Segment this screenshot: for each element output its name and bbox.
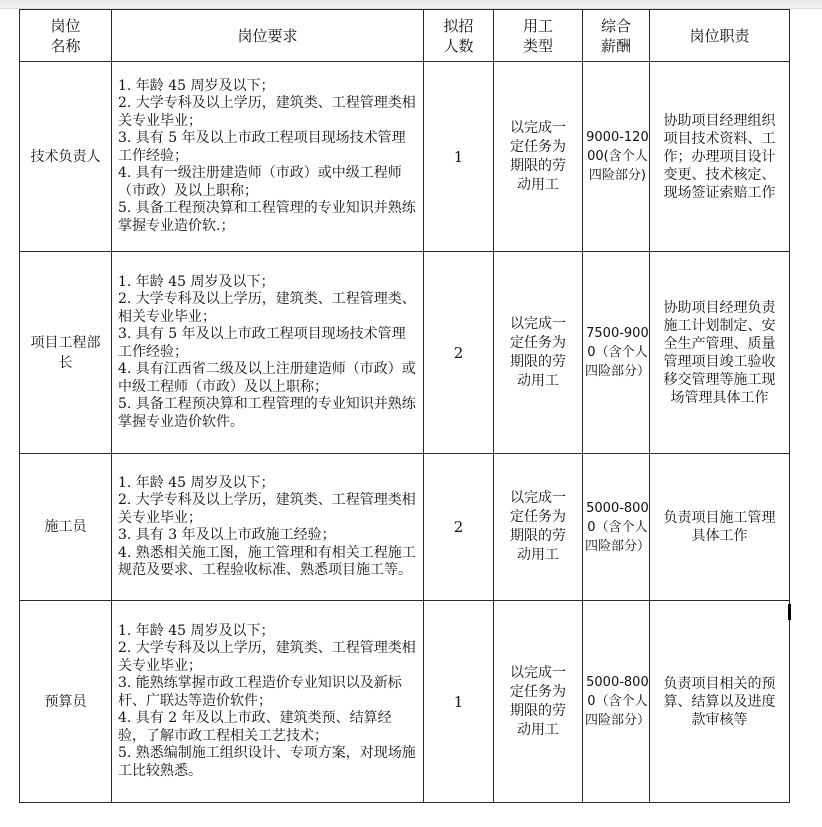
cell-count: 2	[424, 454, 494, 601]
cell-duties: 负责项目相关的预算、结算以及进度款审核等	[650, 601, 790, 803]
header-position: 岗位名称	[20, 10, 112, 62]
requirement-item: 4. 具有一级注册建造师（市政）或中级工程师（市政）及以上职称；	[118, 165, 402, 199]
header-requirements: 岗位要求	[112, 10, 424, 62]
cell-count: 1	[424, 601, 494, 803]
cell-position: 预算员	[20, 601, 112, 803]
cell-requirements	[112, 252, 424, 454]
job-requirements-table	[19, 9, 790, 803]
cell-type: 以完成一定任务为期限的劳动用工	[494, 454, 583, 601]
requirement-item: 1. 年龄 45 周岁及以下；	[118, 474, 275, 491]
cell-position: 项目工程部长	[20, 252, 112, 454]
header-count: 拟招人数	[424, 10, 494, 62]
requirement-item: 2. 大学专科及以上学历，建筑类、工程管理类相关专业毕业；	[118, 492, 416, 526]
cell-salary: 7500-9000（含个人四险部分）	[583, 252, 650, 454]
requirement-item: 1. 年龄 45 周岁及以下；	[118, 273, 275, 290]
requirement-item: 1. 年龄 45 周岁及以下；	[118, 622, 275, 639]
cursor-mark	[788, 604, 791, 620]
cell-position: 技术负责人	[20, 62, 112, 252]
cell-duties: 负责项目施工管理具体工作	[650, 454, 790, 601]
cell-salary: 5000-8000（含个人四险部分）	[583, 601, 650, 803]
cell-duties: 协助项目经理负责施工计划制定、安全生产管理、质量管理项目竣工验收移交管理等施工现场管理具体工作	[650, 252, 790, 454]
header-type: 用工类型	[494, 10, 583, 62]
requirement-item: 5. 具备工程预决算和工程管理的专业知识并熟练掌握专业造价软件。	[118, 396, 416, 430]
table-row	[20, 252, 790, 454]
table-row	[20, 62, 790, 252]
table-header-row	[20, 10, 790, 62]
cell-requirements	[112, 62, 424, 252]
requirement-item: 3. 具有 5 年及以上市政工程项目现场技术管理工作经验；	[118, 130, 406, 164]
requirement-item: 5. 熟悉编制施工组织设计、专项方案，对现场施工比较熟悉。	[118, 745, 416, 779]
requirement-item: 4. 熟悉相关施工图，施工管理和有相关工程施工规范及要求、工程验收标准、熟悉项目施工等。	[118, 544, 416, 578]
table-row	[20, 454, 790, 601]
requirement-item: 3. 能熟练掌握市政工程造价专业知识以及新标杆、广联达等造价软件；	[118, 675, 402, 709]
cell-type: 以完成一定任务为期限的劳动用工	[494, 252, 583, 454]
header-duties: 岗位职责	[650, 10, 790, 62]
window-top-edge	[0, 0, 822, 9]
cell-position: 施工员	[20, 454, 112, 601]
requirement-item: 2. 大学专科及以上学历，建筑类、工程管理类、相关专业毕业；	[118, 291, 416, 325]
requirement-item: 1. 年龄 45 周岁及以下；	[118, 77, 275, 94]
cell-requirements	[112, 601, 424, 803]
requirement-item: 2. 大学专科及以上学历，建筑类、工程管理类相关专业毕业；	[118, 95, 416, 129]
requirement-item: 3. 具有 5 年及以上市政工程项目现场技术管理工作经验；	[118, 326, 406, 360]
cell-type: 以完成一定任务为期限的劳动用工	[494, 62, 583, 252]
requirement-item: 4. 具有江西省二级及以上注册建造师（市政）或中级工程师（市政）及以上职称；	[118, 361, 416, 395]
cell-duties: 协助项目经理组织项目技术资料、工作；办理项目设计变更、技术核定、现场签证索赔工作	[650, 62, 790, 252]
header-salary: 综合薪酬	[583, 10, 650, 62]
cell-salary: 5000-8000（含个人四险部分）	[583, 454, 650, 601]
cell-count: 2	[424, 252, 494, 454]
cell-type: 以完成一定任务为期限的劳动用工	[494, 601, 583, 803]
requirement-item: 3. 具有 3 年及以上市政施工经验；	[118, 527, 336, 543]
requirement-item: 4. 具有 2 年及以上市政、建筑类预、结算经验，了解市政工程相关工艺技术；	[118, 710, 392, 744]
cell-requirements	[112, 454, 424, 601]
table-row	[20, 601, 790, 803]
cell-salary: 9000-12000(含个人四险部分)	[583, 62, 650, 252]
requirement-item: 5. 具备工程预决算和工程管理的专业知识并熟练掌握专业造价软.；	[118, 200, 416, 234]
requirement-item: 2. 大学专科及以上学历，建筑类、工程管理类相关专业毕业；	[118, 640, 416, 674]
cell-count: 1	[424, 62, 494, 252]
